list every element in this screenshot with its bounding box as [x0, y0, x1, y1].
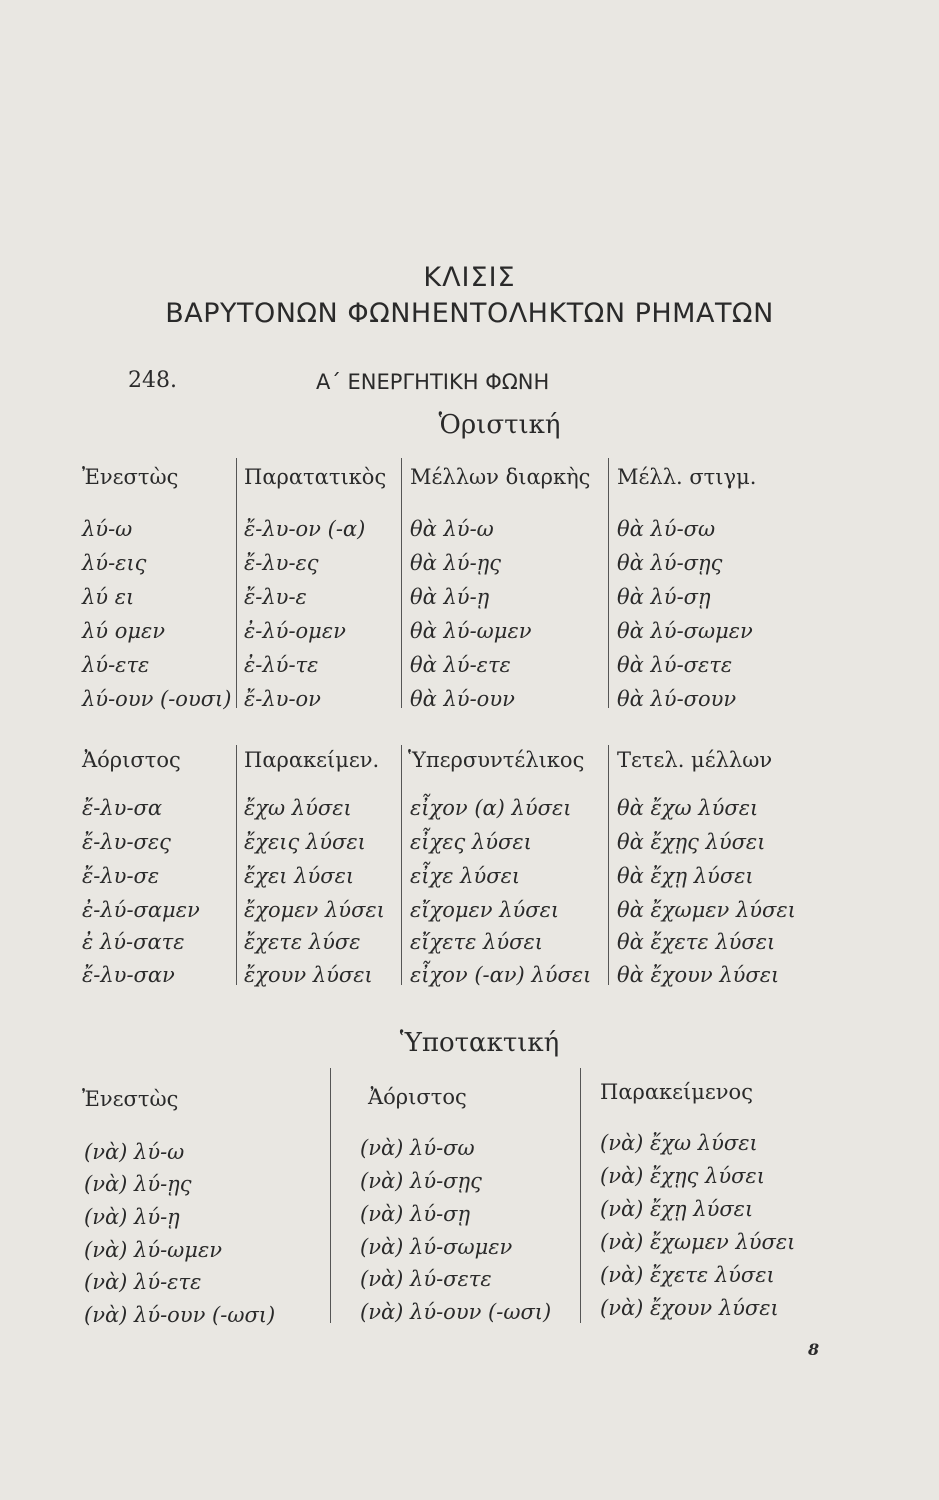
form-cell: (νὰ) λύ-ετε — [84, 1270, 202, 1294]
form-cell: εἶχες λύσει — [410, 830, 532, 854]
col-header-future-continuous: Μέλλων διαρκὴς — [410, 465, 591, 489]
form-cell: ἔ-λυ-σε — [82, 864, 160, 888]
form-cell: θὰ λύ-ῃς — [410, 551, 502, 575]
voice-title: Α΄ ΕΝΕΡΓΗΤΙΚΗ ΦΩΝΗ — [316, 370, 550, 394]
subjunctive-title: Ὑποτακτική — [399, 1028, 560, 1058]
form-cell: ἔχεις λύσει — [244, 830, 366, 854]
form-cell: θὰ λύ-ῃ — [410, 585, 490, 609]
form-cell: θὰ λύ-σουν — [617, 687, 737, 711]
form-cell: (νὰ) λύ-ῃ — [84, 1205, 180, 1229]
form-cell: λύ-ω — [82, 517, 133, 541]
form-cell: (νὰ) ἔχετε λύσει — [600, 1263, 775, 1287]
form-cell: ἐ-λύ-σαμεν — [82, 898, 200, 922]
form-cell: ἔ-λυ-ον — [244, 687, 321, 711]
indicative-title: Ὁριστική — [438, 410, 561, 440]
col-header-aorist: Ἀόριστος — [82, 748, 181, 772]
form-cell: (νὰ) λύ-σω — [360, 1136, 475, 1160]
form-cell: εἶχον (α) λύσει — [410, 796, 572, 820]
section-number: 248. — [128, 368, 177, 393]
form-cell: λύ-ετε — [82, 653, 150, 677]
form-cell: ἔ-λυ-ε — [244, 585, 307, 609]
form-cell: ἔ-λυ-σαν — [82, 963, 175, 987]
col-header-future-simple: Μέλλ. στιγμ. — [617, 465, 757, 489]
column-divider — [401, 745, 402, 985]
heading-subtitle: ΒΑΡΥΤΟΝΩΝ ΦΩΝΗΕΝΤΟΛΗΚΤΩΝ ΡΗΜΑΤΩΝ — [165, 298, 774, 329]
form-cell: (νὰ) ἔχωμεν λύσει — [600, 1230, 796, 1254]
column-divider — [608, 745, 609, 985]
form-cell: ἔχει λύσει — [244, 864, 355, 888]
form-cell: (νὰ) λύ-ῃς — [84, 1172, 192, 1196]
form-cell: ἔ-λυ-σα — [82, 796, 163, 820]
form-cell: εἴχετε λύσει — [410, 930, 543, 954]
form-cell: (νὰ) ἔχῃς λύσει — [600, 1164, 765, 1188]
col-header-subj-aorist: Ἀόριστος — [368, 1085, 467, 1109]
form-cell: ἔ-λυ-ες — [244, 551, 319, 575]
form-cell: θὰ λύ-ουν — [410, 687, 515, 711]
form-cell: θὰ λύ-σωμεν — [617, 619, 753, 643]
col-header-pluperfect: Ὑπερσυντέλικος — [408, 748, 585, 772]
form-cell: λύ-εις — [82, 551, 147, 575]
column-divider — [401, 458, 402, 708]
form-cell: (νὰ) λύ-ουν (-ωσι) — [360, 1300, 552, 1324]
form-cell: (νὰ) λύ-σῃ — [360, 1202, 471, 1226]
form-cell: θὰ ἔχω λύσει — [617, 796, 759, 820]
col-header-future-perfect: Τετελ. μέλλων — [617, 748, 773, 772]
form-cell: (νὰ) λύ-ωμεν — [84, 1238, 222, 1262]
column-divider — [236, 458, 237, 708]
form-cell: λύ ομεν — [82, 619, 166, 643]
form-cell: θὰ ἔχῃ λύσει — [617, 864, 754, 888]
col-header-perfect: Παρακείμεν. — [244, 748, 380, 772]
form-cell: θὰ λύ-σῃς — [617, 551, 723, 575]
form-cell: εἶχε λύσει — [410, 864, 521, 888]
form-cell: θὰ ἔχωμεν λύσει — [617, 898, 796, 922]
form-cell: (νὰ) λύ-σωμεν — [360, 1235, 513, 1259]
col-header-subj-present: Ἐνεστὼς — [82, 1087, 179, 1111]
form-cell: ἔ-λυ-σες — [82, 830, 171, 854]
form-cell: ἔχουν λύσει — [244, 963, 373, 987]
col-header-subj-perfect: Παρακείμενος — [600, 1080, 753, 1104]
form-cell: λύ-ουν (-ουσι) — [82, 687, 232, 711]
form-cell: θὰ ἔχουν λύσει — [617, 963, 780, 987]
form-cell: (νὰ) λύ-σῃς — [360, 1169, 482, 1193]
column-divider — [608, 458, 609, 708]
form-cell: ἐ-λύ-ομεν — [244, 619, 346, 643]
form-cell: ἐ λύ-σατε — [82, 930, 185, 954]
form-cell: ἔχετε λύσε — [244, 930, 361, 954]
column-divider — [580, 1068, 581, 1323]
form-cell: θὰ λύ-ωμεν — [410, 619, 532, 643]
page-number: 8 — [808, 1340, 820, 1359]
form-cell: λύ ει — [82, 585, 135, 609]
form-cell: ἔχομεν λύσει — [244, 898, 385, 922]
form-cell: (νὰ) λύ-ω — [84, 1140, 185, 1164]
column-divider — [330, 1068, 331, 1323]
form-cell: θὰ λύ-ω — [410, 517, 494, 541]
form-cell: ἔ-λυ-ον (-α) — [244, 517, 366, 541]
form-cell: θὰ λύ-σετε — [617, 653, 733, 677]
form-cell: εἴχομεν λύσει — [410, 898, 560, 922]
form-cell: θὰ λύ-σῃ — [617, 585, 711, 609]
form-cell: ἔχω λύσει — [244, 796, 352, 820]
form-cell: θὰ ἔχετε λύσει — [617, 930, 776, 954]
heading-title: ΚΛΙΣΙΣ — [423, 262, 516, 293]
form-cell: θὰ ἔχῃς λύσει — [617, 830, 766, 854]
form-cell: (νὰ) λύ-σετε — [360, 1267, 492, 1291]
form-cell: ἐ-λύ-τε — [244, 653, 319, 677]
form-cell: θὰ λύ-ετε — [410, 653, 511, 677]
form-cell: θὰ λύ-σω — [617, 517, 716, 541]
col-header-present: Ἐνεστὼς — [82, 465, 179, 489]
form-cell: (νὰ) ἔχῃ λύσει — [600, 1197, 754, 1221]
column-divider — [236, 745, 237, 985]
form-cell: (νὰ) ἔχουν λύσει — [600, 1296, 779, 1320]
form-cell: εἶχον (-αν) λύσει — [410, 963, 592, 987]
form-cell: (νὰ) λύ-ουν (-ωσι) — [84, 1303, 276, 1327]
form-cell: (νὰ) ἔχω λύσει — [600, 1131, 758, 1155]
col-header-imperfect: Παρατατικὸς — [244, 465, 387, 489]
